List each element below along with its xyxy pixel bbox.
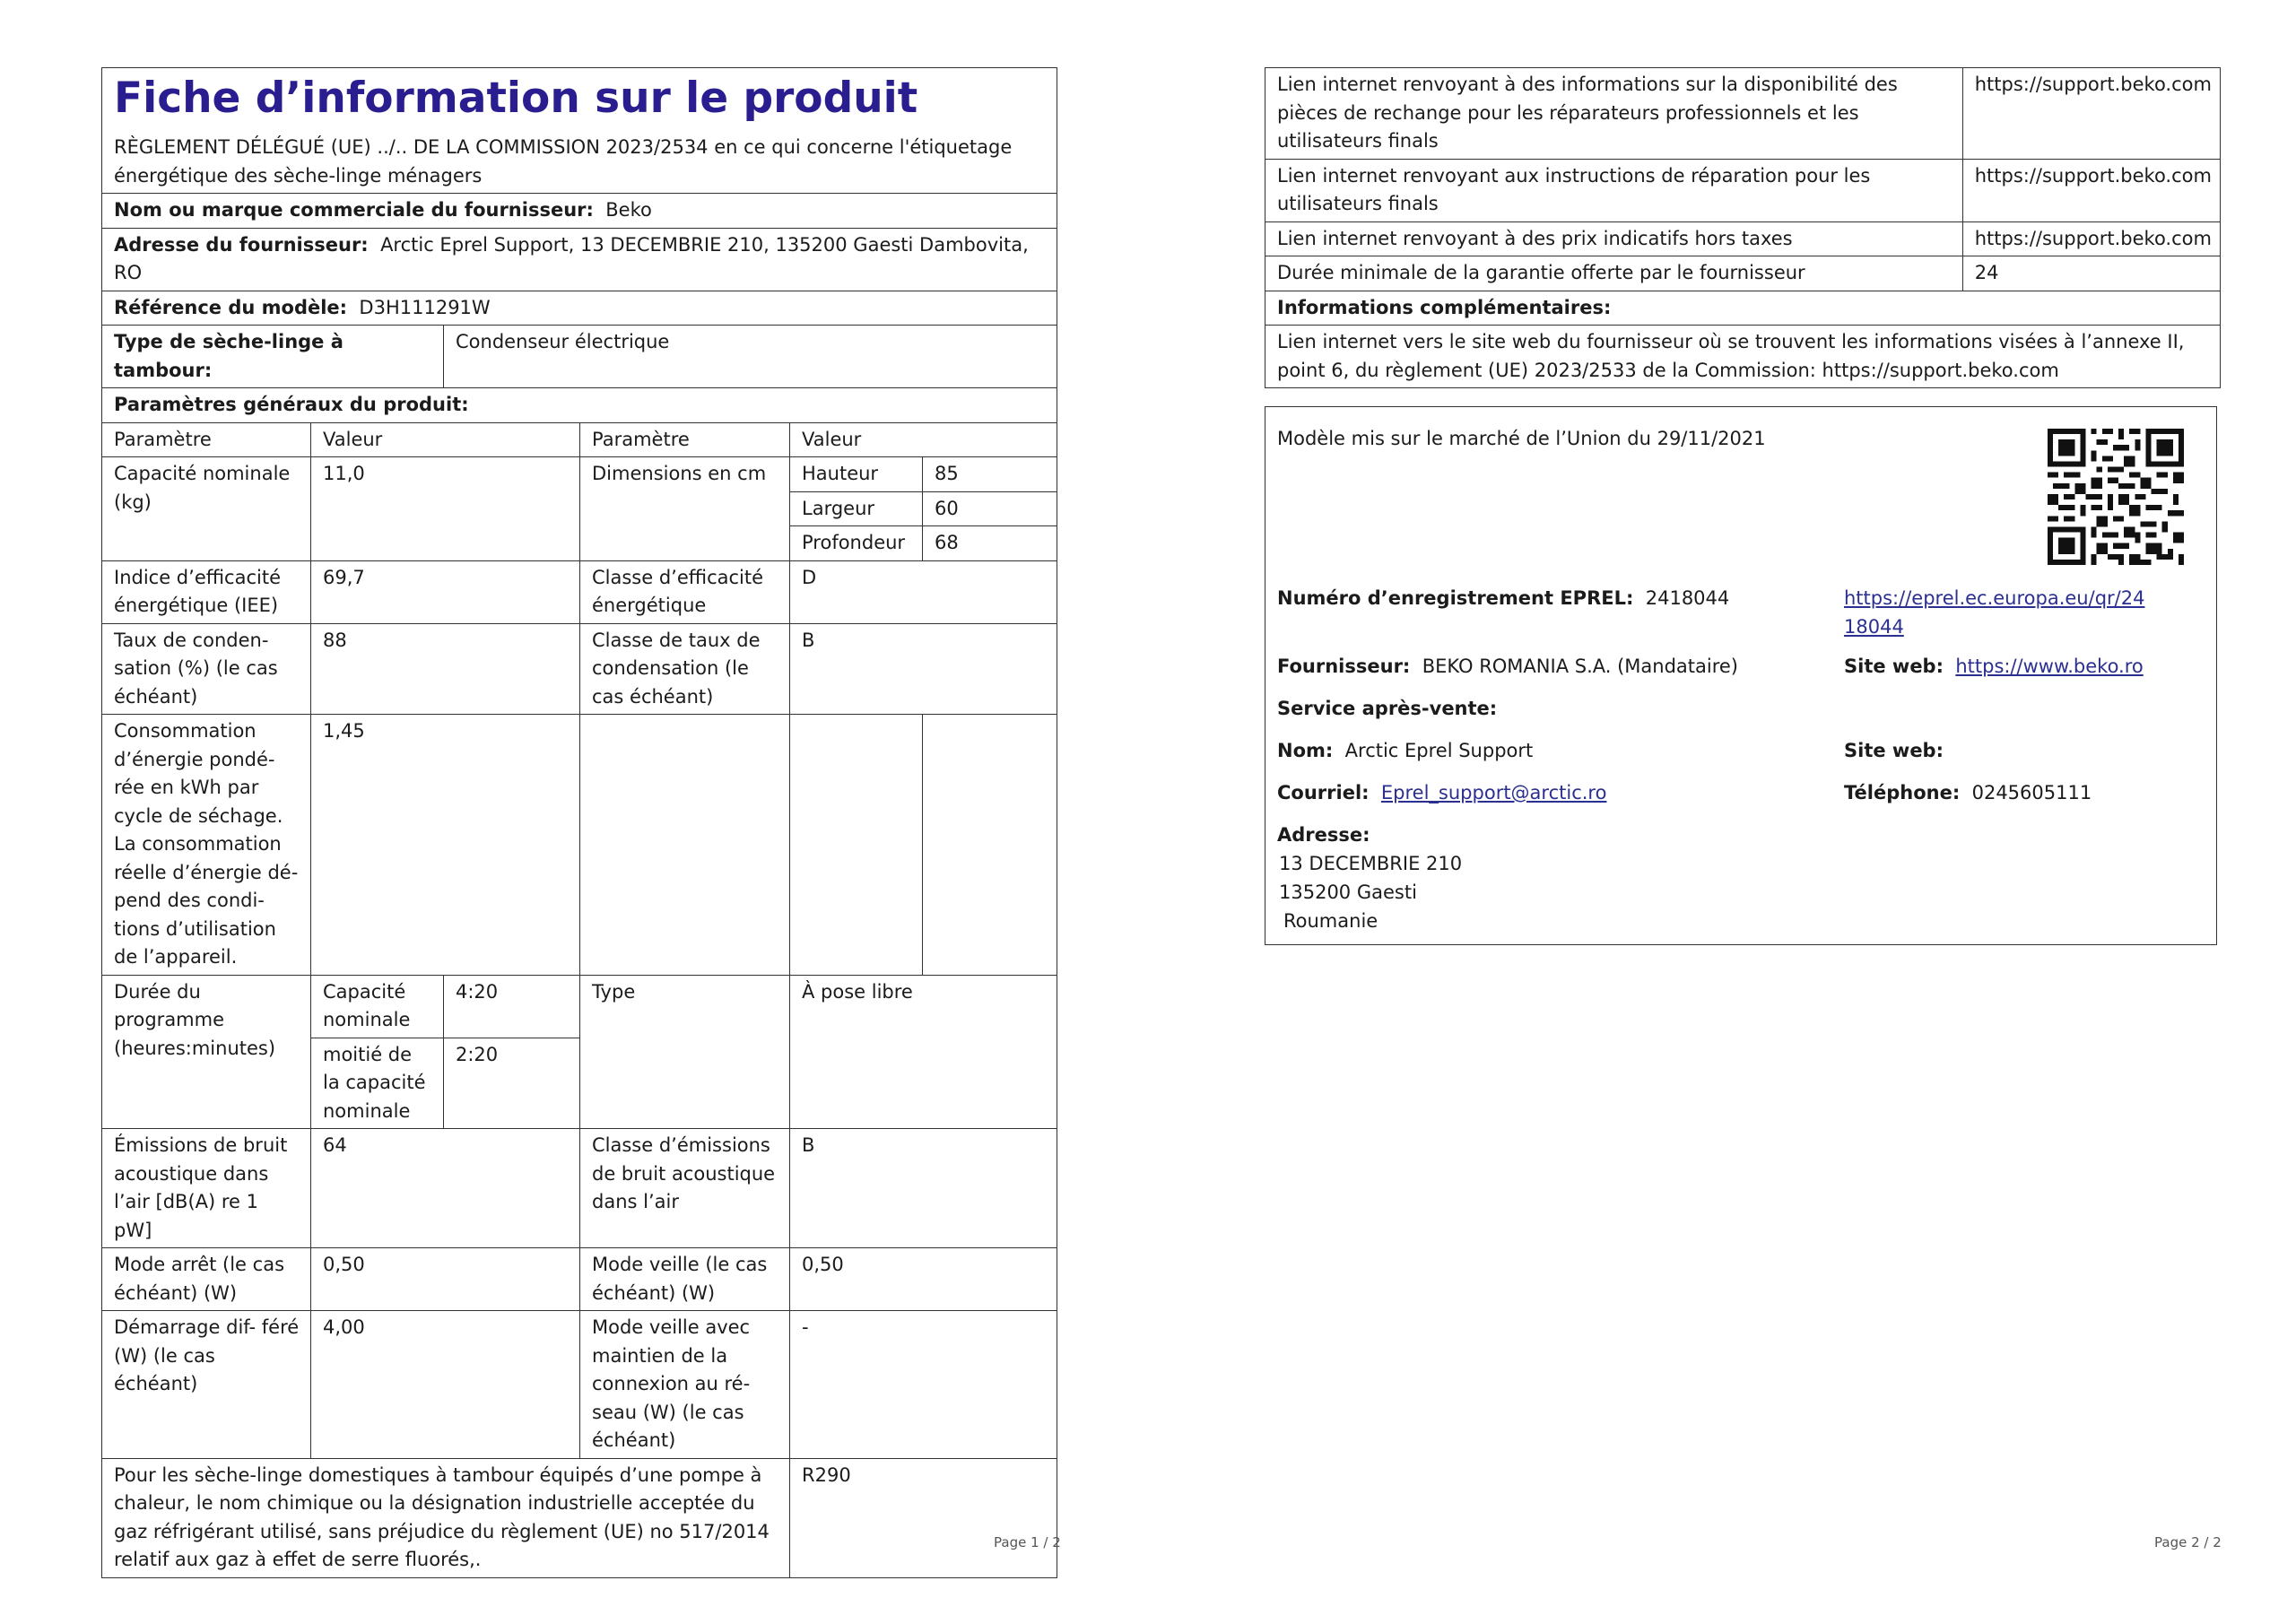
supplier-address-row bbox=[102, 228, 1057, 291]
capacity-label: Capacité nominale (kg) bbox=[102, 457, 311, 561]
address-label: Adresse: bbox=[1277, 824, 1370, 846]
capacity-value: 11,0 bbox=[311, 457, 580, 561]
height-value: 85 bbox=[923, 457, 1057, 492]
table-row bbox=[1265, 256, 2221, 291]
supplier-address-value: Arctic Eprel Support, 13 DECEMBRIE 210, 135200 Gaesti Dambovita, RO bbox=[114, 233, 1029, 283]
phone-value: 0245605111 bbox=[1971, 782, 2092, 803]
networked-standby-value: - bbox=[790, 1311, 1057, 1459]
depth-value: 68 bbox=[923, 526, 1057, 561]
prices-link[interactable]: https://support.beko.com bbox=[1962, 221, 2220, 256]
eei-value: 69,7 bbox=[311, 560, 580, 623]
additional-info-label: Informations complémentaires: bbox=[1265, 291, 2221, 326]
empty-cell bbox=[580, 715, 790, 976]
model-label: Référence du modèle: bbox=[114, 296, 348, 318]
spare-parts-link-label: Lien internet renvoyant à des informations sur la disponibilité des pièces de rechange pour les réparateurs professionnels et les utilisateurs finals bbox=[1265, 68, 1963, 160]
service-name-value: Arctic Eprel Support bbox=[1344, 740, 1534, 761]
phone-label: Téléphone: bbox=[1844, 782, 1961, 803]
page-2 bbox=[1148, 0, 2296, 1624]
dryer-type-value: Condenseur électrique bbox=[444, 326, 1057, 388]
energy-class-label: Classe d’efficacité énergétique bbox=[580, 560, 790, 623]
eprel-link-line-1[interactable]: https://eprel.ec.europa.eu/qr/24 bbox=[1844, 587, 2145, 609]
eprel-link[interactable] bbox=[1844, 585, 2144, 641]
repair-instructions-label: Lien internet renvoyant aux instructions de réparation pour les utilisateurs finals bbox=[1265, 159, 1963, 221]
standby-value: 0,50 bbox=[790, 1248, 1057, 1311]
duration-label: Durée du programme (heures:minutes) bbox=[102, 975, 311, 1129]
qr-code-icon[interactable] bbox=[2048, 429, 2184, 565]
address-line-2: 135200 Gaesti bbox=[1279, 881, 1417, 903]
eprel-label: Numéro d’enregistrement EPREL: bbox=[1277, 587, 1634, 609]
supplier-value: BEKO ROMANIA S.A. (Mandataire) bbox=[1422, 656, 1739, 677]
page-number: Page 2 / 2 bbox=[2154, 1534, 2222, 1550]
spare-parts-link[interactable]: https://support.beko.com bbox=[1962, 68, 2220, 160]
column-header-row bbox=[102, 422, 1057, 457]
refrigerant-label: Pour les sèche-linge domestiques à tambour équipés d’une pompe à chaleur, le nom chimique ou la désignation industrielle acceptée du gaz réfrigérant utilisé, sans préjudice du règlement (UE) no 517/2014 relatif aux gaz à effet de serre fluorés,. bbox=[102, 1458, 790, 1577]
refrigerant-value: R290 bbox=[790, 1458, 1057, 1577]
website-label: Site web: bbox=[1844, 656, 1944, 677]
half-capacity-time: 2:20 bbox=[444, 1038, 580, 1129]
standby-label: Mode veille (le cas échéant) (W) bbox=[580, 1248, 790, 1311]
half-capacity-label: moitié de la capacité nominale bbox=[311, 1038, 444, 1129]
product-information-sheet bbox=[101, 67, 1057, 1578]
type-label: Type bbox=[580, 975, 790, 1129]
supplier-address-label: Adresse du fournisseur: bbox=[114, 233, 369, 256]
service-name-label: Nom: bbox=[1277, 740, 1334, 761]
eei-label: Indice d’efficacité énergétique (IEE) bbox=[102, 560, 311, 623]
supplier-label: Fournisseur: bbox=[1277, 656, 1411, 677]
website-link[interactable]: https://www.beko.ro bbox=[1955, 656, 2144, 677]
supplier-name-row bbox=[102, 194, 1057, 229]
model-row bbox=[102, 291, 1057, 326]
dryer-type-label: Type de sèche-linge à tambour: bbox=[102, 326, 444, 388]
supplier-name-label: Nom ou marque commerciale du fournisseur: bbox=[114, 199, 594, 221]
delay-start-value: 4,00 bbox=[311, 1311, 580, 1459]
col-value-header: Valeur bbox=[311, 422, 580, 457]
email-row bbox=[1277, 779, 1606, 808]
model-value: D3H111291W bbox=[359, 296, 491, 318]
eprel-number: 2418044 bbox=[1645, 587, 1730, 609]
condensation-class-label: Classe de taux de condensation (le cas échéant) bbox=[580, 623, 790, 715]
supplier-row bbox=[1277, 653, 1738, 682]
networked-standby-label: Mode veille avec maintien de la connexion au ré- seau (W) (le cas échéant) bbox=[580, 1311, 790, 1459]
col-value-header: Valeur bbox=[790, 422, 1057, 457]
eprel-link-line-2[interactable]: 18044 bbox=[1844, 615, 1904, 638]
table-row bbox=[1265, 68, 2221, 160]
col-param-header: Paramètre bbox=[580, 422, 790, 457]
width-label: Largeur bbox=[790, 491, 923, 526]
off-mode-value: 0,50 bbox=[311, 1248, 580, 1311]
off-mode-label: Mode arrêt (le cas échéant) (W) bbox=[102, 1248, 311, 1311]
page-title: Fiche d’information sur le produit bbox=[114, 74, 918, 123]
condensation-class-value: B bbox=[790, 623, 1057, 715]
general-params-label: Paramètres généraux du produit: bbox=[102, 388, 1057, 423]
condensation-label: Taux de conden- sation (%) (le cas échéant) bbox=[102, 623, 311, 715]
consumption-value: 1,45 bbox=[311, 715, 580, 976]
noise-class-value: B bbox=[790, 1129, 1057, 1248]
height-label: Hauteur bbox=[790, 457, 923, 492]
energy-class-value: D bbox=[790, 560, 1057, 623]
additional-info-text: Lien internet vers le site web du fournisseur où se trouvent les informations visées à l’annexe II, point 6, du règlement (UE) 2023/2533 de la Commission: https://support.beko.com bbox=[1265, 326, 2221, 388]
page-number: Page 1 / 2 bbox=[994, 1534, 1061, 1550]
depth-label: Profondeur bbox=[790, 526, 923, 561]
service-website-label: Site web: bbox=[1844, 740, 1944, 761]
empty-cell bbox=[923, 715, 1057, 976]
condensation-value: 88 bbox=[311, 623, 580, 715]
phone-row bbox=[1844, 779, 2092, 808]
eprel-row bbox=[1277, 585, 1729, 613]
links-table bbox=[1265, 67, 2221, 388]
warranty-value: 24 bbox=[1962, 256, 2220, 291]
address-line-1: 13 DECEMBRIE 210 bbox=[1279, 853, 1463, 874]
noise-class-label: Classe d’émissions de bruit acoustique dans l’air bbox=[580, 1129, 790, 1248]
noise-value: 64 bbox=[311, 1129, 580, 1248]
type-value: À pose libre bbox=[790, 975, 1057, 1129]
eprel-info-box bbox=[1265, 406, 2217, 945]
empty-cell bbox=[790, 715, 923, 976]
address-line-3: Roumanie bbox=[1283, 910, 1378, 932]
full-capacity-label: Capacité nominale bbox=[311, 975, 444, 1038]
email-link[interactable]: Eprel_support@arctic.ro bbox=[1380, 782, 1607, 803]
header-cell bbox=[102, 68, 1057, 194]
market-date: Modèle mis sur le marché de l’Union du 29/11/2021 bbox=[1277, 428, 1766, 449]
regulation-text: RÈGLEMENT DÉLÉGUÉ (UE) ../.. DE LA COMMISSION 2023/2534 en ce qui concerne l'étiquetage énergétique des sèche-linge ménagers bbox=[114, 136, 1013, 187]
col-param-header: Paramètre bbox=[102, 422, 311, 457]
full-capacity-time: 4:20 bbox=[444, 975, 580, 1038]
width-value: 60 bbox=[923, 491, 1057, 526]
after-sales-label: Service après-vente: bbox=[1277, 698, 1498, 719]
warranty-label: Durée minimale de la garantie offerte par le fournisseur bbox=[1265, 256, 1963, 291]
consumption-label: Consommation d’énergie pondé- rée en kWh par cycle de séchage. La consommation réelle d’énergie dé- pend des condi- tions d’utilisation de l’appareil. bbox=[102, 715, 311, 976]
table-row bbox=[1265, 221, 2221, 256]
repair-instructions-link[interactable]: https://support.beko.com bbox=[1962, 159, 2220, 221]
prices-link-label: Lien internet renvoyant à des prix indicatifs hors taxes bbox=[1265, 221, 1963, 256]
email-label: Courriel: bbox=[1277, 782, 1370, 803]
dimensions-label: Dimensions en cm bbox=[580, 457, 790, 561]
noise-label: Émissions de bruit acoustique dans l’air [dB(A) re 1 pW] bbox=[102, 1129, 311, 1248]
table-row bbox=[1265, 159, 2221, 221]
delay-start-label: Démarrage dif- féré (W) (le cas échéant) bbox=[102, 1311, 311, 1459]
supplier-name-value: Beko bbox=[605, 199, 652, 221]
service-name-row bbox=[1277, 737, 1533, 766]
website-row bbox=[1844, 653, 2144, 682]
